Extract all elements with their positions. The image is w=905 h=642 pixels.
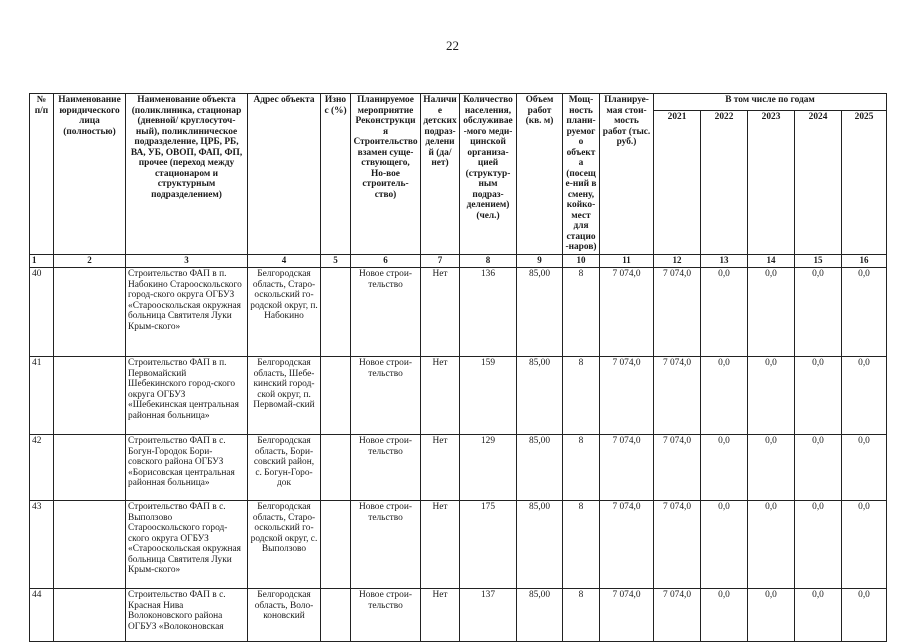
- cell-2023: 0,0: [748, 267, 795, 356]
- header-year-2021: 2021: [654, 110, 701, 254]
- column-number: 6: [351, 254, 421, 267]
- column-number: 5: [321, 254, 351, 267]
- cell-population: 136: [460, 267, 517, 356]
- cell-object: Строительство ФАП в с. Выползово Старооскольского город-ского округа ОГБУЗ «Старооскольская окружная больница Святителя Луки Крым-ского»: [126, 500, 248, 588]
- cell-cost: 7 074,0: [600, 267, 654, 356]
- cell-population: 175: [460, 500, 517, 588]
- cell-population: 159: [460, 356, 517, 434]
- cell-volume: 85,00: [517, 356, 563, 434]
- cell-object: Строительство ФАП в п. Набокино Старооскольского город-ского округа ОГБУЗ «Старооскольская окружная больница Святителя Луки Крым-ского»: [126, 267, 248, 356]
- cell-address: Белгородская область, Шебе-кинский город-ской округ, п. Первомай-ский: [248, 356, 321, 434]
- cell-legal: [54, 588, 126, 641]
- cell-cost: 7 074,0: [600, 356, 654, 434]
- cell-capacity: 8: [563, 356, 600, 434]
- header-year-2024: 2024: [795, 110, 842, 254]
- cell-address: Белгородская область, Бори-совский район, с. Богун-Горо-док: [248, 434, 321, 500]
- cell-2022: 0,0: [701, 588, 748, 641]
- cell-capacity: 8: [563, 434, 600, 500]
- cell-capacity: 8: [563, 500, 600, 588]
- header-children: Наличие детских подраз-делений (да/нет): [421, 94, 460, 255]
- header-address: Адрес объекта: [248, 94, 321, 255]
- column-number: 10: [563, 254, 600, 267]
- table-row: [30, 267, 887, 356]
- cell-wear: [321, 356, 351, 434]
- cell-num: 43: [30, 500, 54, 588]
- header-capacity: Мощ-ность плани-руемого объекта (посеще-ний в смену, койко-мест для стацио-наров): [563, 94, 600, 255]
- column-number: 16: [842, 254, 887, 267]
- header-cost: Планируе-мая стои-мость работ (тыс. руб.): [600, 94, 654, 255]
- header-year-2023: 2023: [748, 110, 795, 254]
- column-number: 4: [248, 254, 321, 267]
- cell-event: Новое строи-тельство: [351, 588, 421, 641]
- cell-2025: 0,0: [842, 500, 887, 588]
- cell-population: 137: [460, 588, 517, 641]
- table-row: [30, 588, 887, 641]
- column-number: 14: [748, 254, 795, 267]
- column-number: 12: [654, 254, 701, 267]
- cell-address: Белгородская область, Старо-оскольский го-родской округ, с. Выползово: [248, 500, 321, 588]
- cell-2021: 7 074,0: [654, 500, 701, 588]
- column-number: 11: [600, 254, 654, 267]
- cell-2024: 0,0: [795, 588, 842, 641]
- header-object-name: Наименование объекта (поликлиника, стационар (дневной/ круглосуточ-ный), поликлиническое подразделение, ЦРБ, РБ, ВА, УБ, ОВОП, ФАП, ФП, прочее (переход между стационаром и структурным подразделением): [126, 94, 248, 255]
- cell-2021: 7 074,0: [654, 267, 701, 356]
- cell-object: Строительство ФАП в п. Первомайский Шебекинского город-ского округа ОГБУЗ «Шебекинская центральная районная больница»: [126, 356, 248, 434]
- cell-capacity: 8: [563, 588, 600, 641]
- column-numbers-row: [30, 254, 887, 267]
- cell-wear: [321, 434, 351, 500]
- cell-num: 40: [30, 267, 54, 356]
- cell-2023: 0,0: [748, 434, 795, 500]
- cell-2022: 0,0: [701, 500, 748, 588]
- cell-capacity: 8: [563, 267, 600, 356]
- cell-object: Строительство ФАП в с. Богун-Городок Бори-совского района ОГБУЗ «Борисовская центральная районная больница»: [126, 434, 248, 500]
- cell-2023: 0,0: [748, 500, 795, 588]
- page-number: 22: [446, 38, 459, 53]
- cell-address: Белгородская область, Воло-коновский: [248, 588, 321, 641]
- column-number: 3: [126, 254, 248, 267]
- cell-wear: [321, 500, 351, 588]
- cell-children: Нет: [421, 434, 460, 500]
- cell-2025: 0,0: [842, 267, 887, 356]
- cell-2023: 0,0: [748, 588, 795, 641]
- cell-num: 42: [30, 434, 54, 500]
- cell-2025: 0,0: [842, 356, 887, 434]
- cell-num: 44: [30, 588, 54, 641]
- cell-children: Нет: [421, 267, 460, 356]
- cell-volume: 85,00: [517, 434, 563, 500]
- cell-event: Новое строи-тельство: [351, 356, 421, 434]
- cell-2024: 0,0: [795, 500, 842, 588]
- cell-event: Новое строи-тельство: [351, 500, 421, 588]
- column-number: 1: [30, 254, 54, 267]
- cell-cost: 7 074,0: [600, 434, 654, 500]
- cell-cost: 7 074,0: [600, 500, 654, 588]
- cell-children: Нет: [421, 588, 460, 641]
- column-number: 8: [460, 254, 517, 267]
- facilities-table: [29, 93, 887, 642]
- cell-2021: 7 074,0: [654, 588, 701, 641]
- cell-children: Нет: [421, 500, 460, 588]
- header-by-years: В том числе по годам: [654, 94, 887, 111]
- cell-address: Белгородская область, Старо-оскольский го-родской округ, п. Набокино: [248, 267, 321, 356]
- cell-legal: [54, 500, 126, 588]
- cell-legal: [54, 434, 126, 500]
- cell-2025: 0,0: [842, 434, 887, 500]
- column-number: 13: [701, 254, 748, 267]
- cell-legal: [54, 356, 126, 434]
- column-number: 7: [421, 254, 460, 267]
- cell-event: Новое строи-тельство: [351, 434, 421, 500]
- cell-2022: 0,0: [701, 434, 748, 500]
- table-row: [30, 356, 887, 434]
- header-year-2022: 2022: [701, 110, 748, 254]
- cell-wear: [321, 588, 351, 641]
- cell-2021: 7 074,0: [654, 356, 701, 434]
- cell-2024: 0,0: [795, 267, 842, 356]
- cell-object: Строительство ФАП в с. Красная Нива Волоконовского района ОГБУЗ «Волоконовская: [126, 588, 248, 641]
- cell-wear: [321, 267, 351, 356]
- header-volume: Объем работ (кв. м): [517, 94, 563, 255]
- column-number: 2: [54, 254, 126, 267]
- cell-volume: 85,00: [517, 588, 563, 641]
- cell-volume: 85,00: [517, 500, 563, 588]
- cell-legal: [54, 267, 126, 356]
- table-row: [30, 500, 887, 588]
- column-number: 9: [517, 254, 563, 267]
- table-row: [30, 434, 887, 500]
- cell-2021: 7 074,0: [654, 434, 701, 500]
- cell-population: 129: [460, 434, 517, 500]
- header-num: № п/п: [30, 94, 54, 255]
- cell-children: Нет: [421, 356, 460, 434]
- header-population: Количество населения, обслуживае-мого меди-цинской организа-цией (структур-ным подраз-делением) (чел.): [460, 94, 517, 255]
- cell-cost: 7 074,0: [600, 588, 654, 641]
- header-legal-name: Наименование юридического лица (полностью): [54, 94, 126, 255]
- cell-event: Новое строи-тельство: [351, 267, 421, 356]
- header-wear: Износ (%): [321, 94, 351, 255]
- cell-2024: 0,0: [795, 434, 842, 500]
- cell-volume: 85,00: [517, 267, 563, 356]
- column-number: 15: [795, 254, 842, 267]
- cell-2024: 0,0: [795, 356, 842, 434]
- cell-2025: 0,0: [842, 588, 887, 641]
- header-year-2025: 2025: [842, 110, 887, 254]
- cell-2022: 0,0: [701, 356, 748, 434]
- header-planned-event: Планируемое мероприятие Реконструкция Строительство взамен суще-ствующего, Но-вое строитель-ство): [351, 94, 421, 255]
- cell-2023: 0,0: [748, 356, 795, 434]
- cell-2022: 0,0: [701, 267, 748, 356]
- cell-num: 41: [30, 356, 54, 434]
